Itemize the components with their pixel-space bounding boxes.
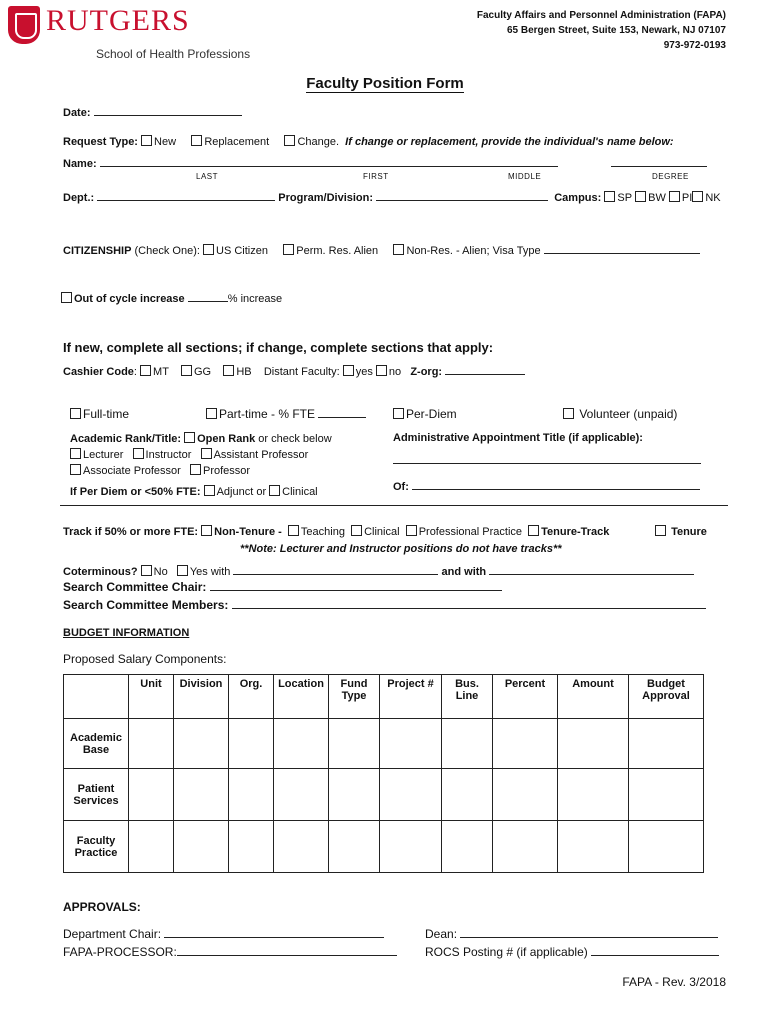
request-new-checkbox[interactable]: [141, 135, 152, 146]
dept-row: Dept.: Program/Division: Campus: SP BW PI NK: [63, 192, 721, 204]
rocs-row: ROCS Posting # (if applicable): [425, 945, 719, 959]
zorg-field[interactable]: [445, 374, 525, 375]
row-label: Faculty Practice: [64, 821, 129, 873]
cashier-gg-checkbox[interactable]: [181, 365, 192, 376]
visa-type-field[interactable]: [544, 253, 700, 254]
of-field[interactable]: [412, 489, 700, 490]
name-first-caption: FIRST: [363, 172, 389, 181]
degree-field[interactable]: [611, 166, 707, 167]
rank-row-3: Associate Professor Professor: [70, 464, 250, 477]
increase-percent-field[interactable]: [188, 301, 228, 302]
col-header: Project #: [380, 675, 442, 719]
name-degree-caption: DEGREE: [652, 172, 689, 181]
tenure-track-checkbox[interactable]: [528, 525, 539, 536]
proposed-salary-label: Proposed Salary Components:: [63, 652, 227, 666]
col-header: Amount: [558, 675, 629, 719]
perdiem-checkbox[interactable]: [393, 408, 404, 419]
distant-yes-checkbox[interactable]: [343, 365, 354, 376]
out-of-cycle-checkbox[interactable]: [61, 292, 72, 303]
col-header: Percent: [493, 675, 558, 719]
fte-field[interactable]: [318, 417, 366, 418]
track-note: **Note: Lecturer and Instructor positions do not have tracks**: [240, 543, 562, 555]
name-last-caption: LAST: [196, 172, 219, 181]
parttime-checkbox[interactable]: [206, 408, 217, 419]
approvals-heading: APPROVALS:: [63, 900, 141, 914]
rocs-field[interactable]: [591, 955, 719, 956]
instructor-checkbox[interactable]: [133, 448, 144, 459]
rank-row: Academic Rank/Title: Open Rank or check below: [70, 433, 332, 445]
lecturer-checkbox[interactable]: [70, 448, 81, 459]
row-label: Patient Services: [64, 769, 129, 821]
col-header: Org.: [229, 675, 274, 719]
col-header: Location: [274, 675, 329, 719]
office-address: Faculty Affairs and Personnel Administration (FAPA) 65 Bergen Street, Suite 153, Newark, NJ 07107 973-972-0193: [476, 10, 726, 51]
campus-bw-checkbox[interactable]: [635, 191, 646, 202]
cashier-mt-checkbox[interactable]: [140, 365, 151, 376]
clinical-rank-checkbox[interactable]: [269, 485, 280, 496]
coterminous-row: Coterminous? No Yes with and with: [63, 565, 694, 578]
committee-chair-field[interactable]: [210, 590, 502, 591]
col-header: Budget Approval: [629, 675, 704, 719]
budget-heading: BUDGET INFORMATION: [63, 627, 190, 639]
admin-title-field[interactable]: [393, 463, 701, 464]
name-field[interactable]: [100, 166, 558, 167]
fulltime-option: Full-time: [70, 407, 129, 421]
asst-prof-checkbox[interactable]: [201, 448, 212, 459]
dean-field[interactable]: [460, 937, 718, 938]
school-name: School of Health Professions: [96, 47, 251, 61]
fapa-field[interactable]: [177, 955, 397, 956]
date-field[interactable]: [94, 115, 242, 116]
campus-nk-checkbox[interactable]: [692, 191, 703, 202]
citizen-perm-checkbox[interactable]: [283, 244, 294, 255]
tenure-option: Tenure: [655, 525, 707, 538]
teaching-checkbox[interactable]: [288, 525, 299, 536]
col-header: Bus. Line: [442, 675, 493, 719]
assoc-prof-checkbox[interactable]: [70, 464, 81, 475]
coterminous-and-with-field[interactable]: [489, 574, 694, 575]
distant-no-checkbox[interactable]: [376, 365, 387, 376]
name-row: Name:: [63, 158, 707, 170]
table-row: [64, 769, 704, 821]
row-label: Academic Base: [64, 719, 129, 769]
non-tenure-checkbox[interactable]: [201, 525, 212, 536]
request-replacement-checkbox[interactable]: [191, 135, 202, 146]
date-row: Date:: [63, 107, 242, 119]
admin-title-field-wrap: [393, 455, 701, 467]
table-row: [64, 821, 704, 873]
committee-members-row: Search Committee Members:: [63, 598, 706, 612]
track-row: Track if 50% or more FTE: Non-Tenure - Teaching Clinical Professional Practice Tenure-Track: [63, 526, 610, 538]
dept-field[interactable]: [97, 200, 275, 201]
adjunct-checkbox[interactable]: [204, 485, 215, 496]
budget-table: [63, 674, 704, 873]
request-change-checkbox[interactable]: [284, 135, 295, 146]
cashier-row: Cashier Code: MT GG HB Distant Faculty: yes no Z-org:: [63, 365, 525, 378]
coterminous-no-checkbox[interactable]: [141, 565, 152, 576]
open-rank-checkbox[interactable]: [184, 432, 195, 443]
of-row: Of:: [393, 481, 700, 493]
section-heading: If new, complete all sections; if change, complete sections that apply:: [63, 340, 494, 355]
admin-title-label: Administrative Appointment Title (if applicable):: [393, 432, 643, 444]
fulltime-checkbox[interactable]: [70, 408, 81, 419]
dean-row: Dean:: [425, 927, 718, 941]
committee-chair-row: Search Committee Chair:: [63, 580, 502, 594]
table-header-row: [64, 675, 704, 719]
clinical-track-checkbox[interactable]: [351, 525, 362, 536]
cashier-hb-checkbox[interactable]: [223, 365, 234, 376]
parttime-option: Part-time - % FTE: [206, 407, 366, 421]
col-header: Unit: [129, 675, 174, 719]
campus-pi-checkbox[interactable]: [669, 191, 680, 202]
campus-sp-checkbox[interactable]: [604, 191, 615, 202]
out-of-cycle-row: Out of cycle increase % increase: [61, 292, 282, 305]
rutgers-logo-text: RUTGERS: [46, 4, 190, 37]
program-field[interactable]: [376, 200, 548, 201]
table-row: [64, 719, 704, 769]
volunteer-checkbox[interactable]: [563, 408, 574, 419]
dept-chair-field[interactable]: [164, 937, 384, 938]
coterminous-yes-checkbox[interactable]: [177, 565, 188, 576]
request-type-row: Request Type: New Replacement Change. If change or replacement, provide the individual's name below:: [63, 136, 674, 148]
citizenship-row: CITIZENSHIP (Check One): US Citizen Perm. Res. Alien Non-Res. - Alien; Visa Type: [63, 244, 700, 257]
name-middle-caption: MIDDLE: [508, 172, 542, 181]
tenure-checkbox[interactable]: [655, 525, 666, 536]
form-revision: FAPA - Rev. 3/2018: [622, 975, 726, 989]
col-header: Division: [174, 675, 229, 719]
committee-members-field[interactable]: [232, 608, 706, 609]
rutgers-shield-logo: [8, 6, 40, 44]
form-title: Faculty Position Form: [306, 75, 464, 92]
coterminous-with-field[interactable]: [233, 574, 438, 575]
professional-practice-checkbox[interactable]: [406, 525, 417, 536]
perdiem-option: Per-Diem: [393, 407, 457, 421]
perdiem-rank-row: If Per Diem or <50% FTE: Adjunct or Clinical: [70, 486, 318, 498]
col-header: Fund Type: [329, 675, 380, 719]
rank-row-2: Lecturer Instructor Assistant Professor: [70, 448, 308, 461]
volunteer-option: Volunteer (unpaid): [563, 407, 677, 421]
dept-chair-row: Department Chair:: [63, 927, 384, 941]
citizen-nonres-checkbox[interactable]: [393, 244, 404, 255]
professor-checkbox[interactable]: [190, 464, 201, 475]
fapa-row: FAPA-PROCESSOR:: [63, 945, 397, 959]
citizen-us-checkbox[interactable]: [203, 244, 214, 255]
section-divider: [60, 505, 728, 506]
